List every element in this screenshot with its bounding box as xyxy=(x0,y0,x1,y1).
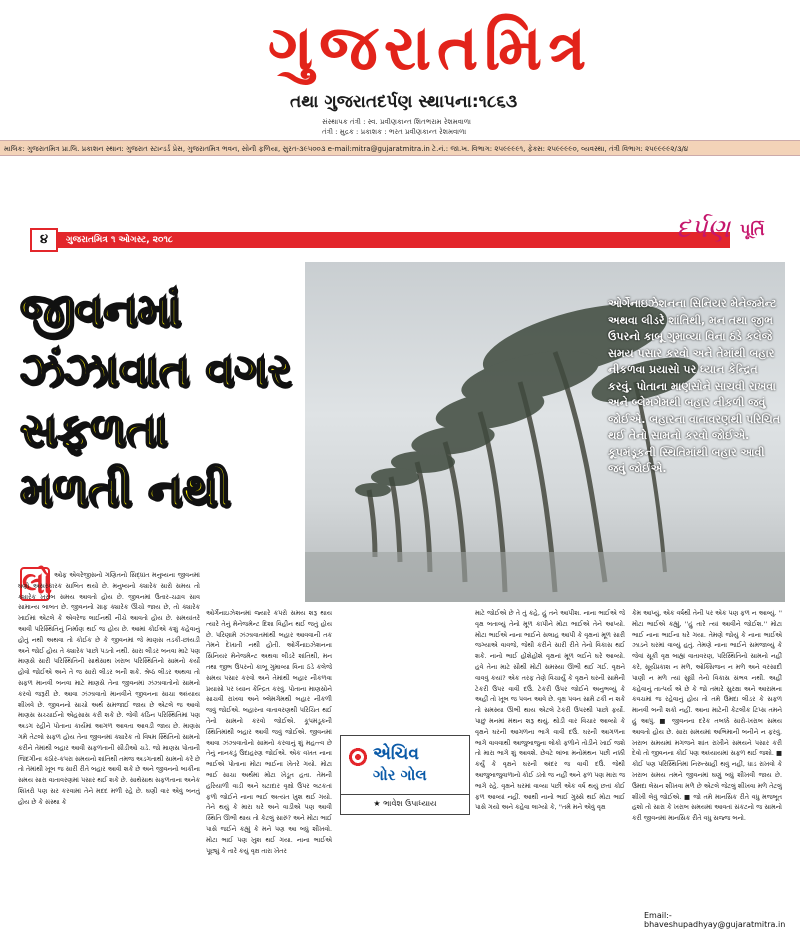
column-name: એચિવ xyxy=(373,744,419,764)
article-column-4: કેમ આપ્યું, એક વર્ષથી તેની પર એક પણ ફળ ન આવ્યું. '' મોટા ભાઈએ કહ્યું, ''હું તારે ત્યાં આવીને જોઈશ.'' મોટા ભાઈ નાના ભાઈના ઘરે ગયા. તેમણે જોયું કે નાના ભાઈએ ઝાડને ઘરમાં વાવ્યું હતું. તેમણે નાના ભાઈને સમજાવ્યું કે જેવાં સૂકી વૃક્ષ બાહ્ય વાતાવરણ, પરિસ્થિતિનો સામનો નહીં કરે, સૂર્યપ્રકાશ ન મળે, ઓક્સિજન ન મળે અને વરસાદી પાણી ન મળે ત્યાં સુધી તેનો વિકાસ સંભવ નથી. અહીં કહેવાનું તાત્પર્ય એ છે કે જો તમારે સુરક્ષા અને આરામના કવચમાં જ રહેવાનું હોય તો તમે ઉમદા લીડર કે સફળ માનવી બની શકો નહીં. આના માટેની કેટલીક ટિપ્સ તમને હું આપું. ■ જીવનના દરેક તબક્કે સારો-ખરાબ સમય આવતો હોય છે. સારા સમયમાં અભિમાની બનીને ન ફરવું. ખરાબ સમયમાં મગજને શાંત રાખીને સમયને પસાર કરી દેવો તો જીવનના કોઈ પણ અધ્યાયમાં સફળ થઈ જશો. ■ કોઈ પણ પરિસ્થિતિમાં નિરુત્સાહી થવું નહીં, ધાડ રાખવો કે ખરાબ સમય તમને જીવનમાં ઘણું બધું શીખવી જાય છે. ઉમદા લેસન શીખવા મળે છે એટલે જેટલું શીખવા મળે તેટલું શીખી લેવું જોઈએ. ■ જો તમે માનસિક રીતે વધુ મજબૂત હશો તો સારા કે ખરાબ સમયમાં આવતાં સંકટનો જ સામનો કરી જીવનમાં માનસિક રીતે વધુ સજ્જ બનો. xyxy=(632,609,782,823)
credit-line-editor: તંત્રી : મુદ્રક : પ્રકાશક : ભરત પ્રવીણકાન્ત રેશમવાળા xyxy=(322,128,467,136)
credit-line-founder: સંસ્થાપક તંત્રી : સ્વ. પ્રવીણકાન્ત શિતભરામ રેશમવાળા xyxy=(322,118,471,126)
masthead-tagline: તથા ગુજરાતદર્પણ સ્થાપના:૧૮૬૩ xyxy=(290,92,518,112)
pull-quote: ઓર્ગેનાઇઝેશનના સિનિયર મેનેજમેન્ટ અથવા લીડરે શાંતિથી, મન તથા જીભ ઉપરનો કાબૂ ગુમાવ્યા વિના ઠંડે કલેજે સમય પસાર કરવો અને તેમાંથી બહાર નીકળવા પ્રયાસો પર ધ્યાન કેન્દ્રિત કરવું. પોતાના માણસોને સાચવી રાખવા અને બ્લેમગેમથી બહાર નીકળી જવું જોઈએ. બહારના વાતાવરણથી પરિચિત થઈ તેનો સામનો કરવો જોઈએ. કૂપમંડૂકની સ્થિતિમાંથી બહાર આવી જવું જોઈએ. xyxy=(608,297,780,475)
publisher-info-bar: માલિક: ગુજરાતમિત્ર પ્રા.લિ. પ્રકાશન સ્થાન: ગુજરાત સ્ટાન્ડર્ડ પ્રેસ, ગુજરાતમિત્ર ભવન, સોની ફળિયા, સુરત-૩૯૫૦૦૩ e-mail:mitra@gujaratmitra.in ટે.નં.: જા.ખ. વિભાગ: ૨૫૯૯૯૯૧, ફેક્સ: ૨૫૯૯૯૯૦, વ્યવસ્થા, તંત્રી વિભાગ: ૨૫૯૯૯૯૨/૩/૪ xyxy=(0,140,800,156)
column-badge xyxy=(340,735,470,815)
newspaper-masthead: ગુજરાતમિત્ર xyxy=(267,11,593,84)
headline-line-2: ઝંઝાવાત વગર xyxy=(20,343,292,397)
supplement-logo: દર્પણ xyxy=(676,214,731,244)
page-date: ગુજરાતમિત્ર ૧ ઓગસ્ટ, ૨૦૧૮ xyxy=(66,235,173,245)
article-column-1: ઓફ એવરેજીસનો ગણિતનો સિદ્ધાંત મનુષ્યના જીવનમાં ઘણો અસરકારક સાબિત થયો છે. મનુષ્યનો ક્યારેક સારો સમય તો ક્યારેક ખરાબ સમય આવતો હોય છે. જીવનમાં ઉતાર-ચઢાવ સાવ સામાન્ય બાબત છે. જીવનનો ગ્રાફ ક્યારેક ઊંચો જાય છે, તો ક્યારેક ખાઈમાં એટલે કે એવરેજ લાઈનથી નીચે આવતો હોય છે. સમયાંતરે આવી પરિસ્થિતિનું નિર્માણ થઈ જ હોય છે. આમાં કોઈએ કશું કહેવાનું હોતું નથી અથવા તો કોઈક છે કે જીવનમાં જે માણસ તડકી-છાંયડી અને જોઈ હોય તે ક્યારેક પાછો પડતો નથી. સારા લીડર બનવા માટે પણ માણસે સારી પરિસ્થિતિની સાથેસાથ ખરાબ પરિસ્થિતિનો સામનો કર્યો હોવો જોઈએ અને તે જ સારો લીડર બની શકે. શ્રેષ્ઠ લીડર અથવા તો સફળ માનવી બનવા માટે માણસે તેના જીવનમાં ઝંઝાવાતોનો સામનો કરવો જરૂરી છે. આવા ઝંઝાવાતો માનવીને જીવનના સાચા અધ્યાય શીખવે છે. જીવનનો સાચો અર્થ સમજાઈ જાય છે એટલે જ આવો માણસ સચ્ચાઈનો એહસાસ કરી શકે છે. જેવી કઠિન પરિસ્થિતિમાં પણ અડગ રહીને પોતાના કાર્યમાં આગળ આવતા આવડી જાય છે. માણસ ગમે તેટલો સફળ હોય તેના જીવનમાં ક્યારેક તો વિષમ સ્થિતિનો સામનો કરીને તેમાંથી બહાર આવી સફળતાની સીડીઓ ચડે. જો માણસ પોતાની જિંદગીના કઠોર-કપરા સમયનો શાંતિથી તમજ અડગતાથી સામનો કરે છે તો તેમાંથી ખૂબ જ સારી રીતે બહાર આવી શકે છે અને જીવનનો બાકીના સમય સારા વાતાવરણમાં પસાર થઈ શકે છે. સાથેસાથ સફળતાના અનેક શિખરો પણ સર કરવામાં તેને મદદ મળી રહે છે. ઘણી વાર એવું બનતું હોય છે કે સંસ્થા કે xyxy=(18,571,200,806)
headline-line-4: મળતી નથી xyxy=(20,463,231,517)
article-column-3: માટે જોઈએ છે તે તું કહે, હું તને આપીશ. નાના ભાઈએ જે વૃક્ષ બતાવ્યું તેનો મૂળ કાપીને મોટા ભાઈએ તેને આપ્યો. મોટા ભાઈએ નાના ભાઈને સલાહ આપી કે વૃક્ષનાં મૂળ સારી જગ્યાએ વાવજે, જેથી કરીને સારી રીતે તેનો વિકાસ થઈ શકે. નાનો ભાઈ હોંશેહોંશે વૃક્ષનાં મૂળ લઈને ઘરે આવ્યો. હવે તેના માટે સૌથી મોટી સમસ્યા ઊભી થઈ ગઈ. વૃક્ષને વાવવું કયાં? એક તરફ તેણે વિચાર્યું કે વૃક્ષને ઘરની સામેની ટેકરી ઉપર વાવી દઉં. ટેકરી ઉપર જોઈને અનુભવ્યું કે અહીં તો ખૂબ જ પવન આવે છે. વૃક્ષ પવન સામે ટકી ન શકે તો સમસ્યા ઊભી થાય એટલે ટેકરી ઉપરથી પાછો ફર્યો. પાછું મનમાં મંથન શરૂ થયું. થોડી વાર વિચાર આવ્યો કે વૃક્ષને ઘરની આગળના ભાગે વાવી દઉં. ઘરની આગળના ભાગે વાવવાથી આજુબાજુના લોકો ફળોને તોડીને ખાઈ જશે તો મારા ભાગે શું આવશે. છેવટે લાંબા મનોમંથન પછી નક્કી કર્યું કે વૃક્ષને ઘરની અંદર જ વાવી દઉં. જેથી આજુબાજુવાળાનો કોઈ ડખો જ નહીં અને ફળ પણ મારા જ ભાગે રહે. વૃક્ષને ઘરમાં વાવ્યા પછી એક વર્ષ થયું છતાં કોઈ ફળ આવ્યાં નહીં. આથી નાનો ભાઈ ગુસ્સે થઈ મોટા ભાઈ પાસે ગયો અને કહેવા લાગ્યો કે, ''તમે મને એવું વૃક્ષ xyxy=(475,609,625,812)
headline-line-1: જીવનમાં xyxy=(20,283,182,337)
headline-line-3: સફળતા xyxy=(20,403,168,457)
article-column-2: ઓર્ગેનાઇઝેશનમાં જ્યારે કપરો સમય શરૂ થાય ત્યારે તેનું મેનેજમેન્ટ દિશા વિહીન થઈ જતું હોય છે. પરિણામે ઝંઝાવાતમાંથી બહાર આવવાની તક તેમને દેખાતી નથી હોતી. ઓર્ગેનાઇઝેશનના સિનિયર મેનેજમેન્ટ અથવા લીડરે શાંતિથી, મન તથા જીભ ઉપરનો કાબૂ ગુમાવ્યા વિના ઠંડે કલેજે સમય પસાર કરવો અને તેમાંથી બહાર નીકળવા પ્રયાસો પર ધ્યાન કેન્દ્રિત કરવું. પોતાના માણસોને સાચવી રાખવા અને બ્લેમગેમથી બહાર નીકળી જવું જોઈએ. બહારના વાતાવરણથી પરિચિત થઈ તેનો સામનો કરવો જોઈએ. કૂપમંડૂકની સ્થિતિમાંથી બહાર આવી જવું જોઈએ. જીવનમાં આવા ઝંઝાવાતોનો સામનો કરવાનું શું મહત્ત્વ છે તેનું નાનકડું ઉદાહરણ જોઈએ. એક વખત નાના ભાઈએ પોતાના મોટા ભાઈના ખેતરે ગયો. મોટા ભાઈ સાચા અર્થમાં મોટા ખેડૂત હતા. તેમની હરિયાળી વાડી અને ઘટાદાર વૃક્ષો ઉપર લટકતાં ફળો જોઈને નાના ભાઈ અત્યંત ખુશ થઈ ગયો. તેને થયું કે મારા ઘરે અને વાડીએ પણ આવી સ્થિતિ ઊભી થાય તો કેટલું સારું? અને મોટા ભાઈ પાસે જઈને કહ્યું કે મને પણ આ બધું શીખવો. મોટા ભાઈ પણ ખુશ થઈ ગયા. નાના ભાઈએ પૂછ્યું કે તારે કયું વૃક્ષ તારા ખેતર xyxy=(206,609,332,855)
drop-cap: લો xyxy=(22,566,53,601)
author-email: Email:- bhaveshupadhyay@gujaratmitra.in xyxy=(644,911,786,929)
masthead-credits xyxy=(322,117,622,137)
column-subtitle: ગોર ગોલ xyxy=(373,766,427,784)
article-headline xyxy=(20,280,310,520)
supplement-label: પૂર્તિ xyxy=(740,220,765,239)
page-number: ૪ xyxy=(30,228,58,252)
target-icon xyxy=(347,746,369,768)
author-byline: ★ ભાવેશ ઉપાધ્યાય xyxy=(341,794,469,813)
